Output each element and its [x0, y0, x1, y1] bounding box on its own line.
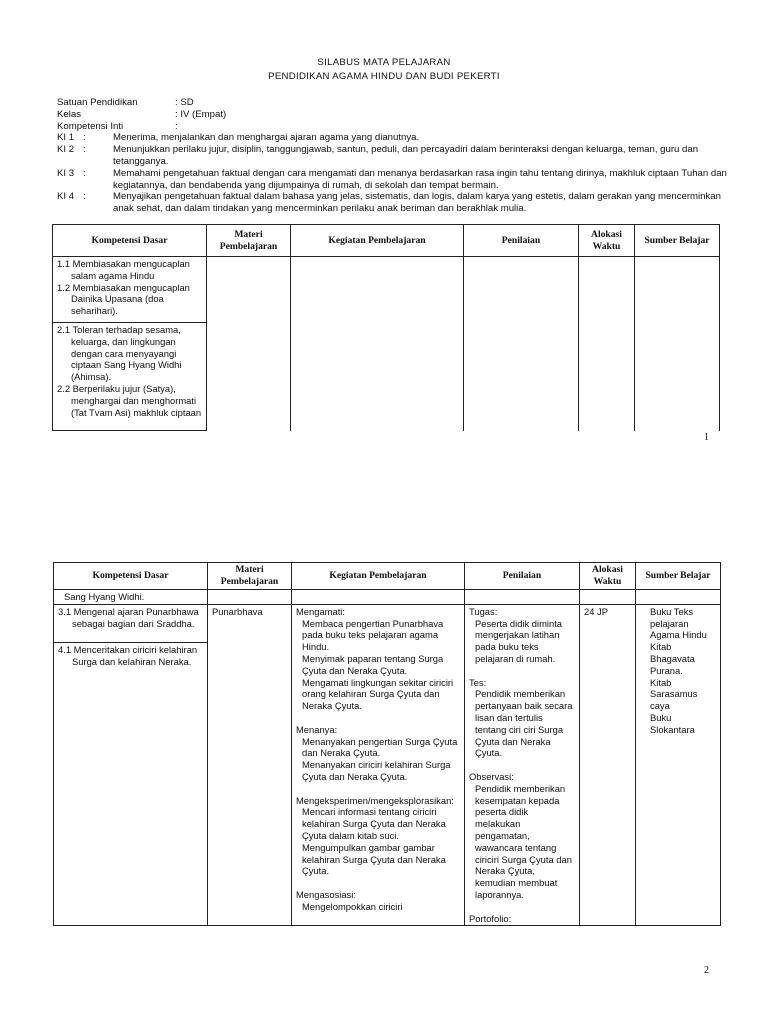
penilaian-heading: Tes:: [469, 676, 487, 688]
kd-item: 1.2 Membiasakan mengucaplan Dainika Upasana (doa seharihari).: [57, 281, 190, 317]
doc-title: SILABUS MATA PELAJARAN: [317, 57, 451, 68]
kegiatan-item: Menyimak paparan tentang Surga Çyuta dan Neraka Çyuta.: [302, 652, 444, 676]
kegiatan-item: Mengumpulkan gambar gambar kelahiran Surga Çyuta dan Neraka Çyuta.: [302, 841, 446, 877]
page-number: 1: [704, 432, 709, 443]
kd-cell: [54, 642, 208, 926]
syllabus-table-page1: [52, 224, 720, 431]
kegiatan-item: Membaca pengertian Punarbhava pada buku teks pelajaran agama Hindu.: [302, 617, 444, 653]
sumber-cell: [636, 604, 721, 926]
penilaian-heading: Portofolio:: [469, 912, 512, 924]
kegiatan-cell: [292, 604, 465, 926]
kegiatan-item: Menanyakan ciriciri kelahiran Surga Çyuta dan Neraka Çyuta.: [302, 759, 451, 782]
kd-item: 4.1 Menceritakan ciriciri kelahiran Surga dan kelahiran Neraka.: [58, 643, 198, 667]
kegiatan-heading: Mengeksperimen/mengeksplorasikan:: [296, 794, 454, 806]
kd-cell: [53, 257, 207, 323]
header-kd: Kompetensi Dasar: [54, 563, 208, 590]
kd-item: 3.1 Mengenal ajaran Punarbhawa sebagai bagian dari Sraddha.: [58, 605, 199, 629]
kegiatan-heading: Menanya:: [296, 723, 338, 735]
info-value: :: [175, 120, 178, 132]
ki-text: Menunjukkan perilaku jujur, disiplin, tanggungjawab, santun, peduli, dan percayadiri dalam berinteraksi dengan keluarga, teman, guru dan tetangganya.: [113, 144, 699, 167]
page-number: 2: [704, 965, 709, 976]
sumber-item: Buku Slokantara: [650, 711, 695, 735]
penilaian-text: Pendidik memberikan pertanyaan baik secara lisan dan tertulis tentang ciri ciri Surga Çyuta dan Neraka Çyuta.: [475, 688, 573, 759]
header-kegiatan: Kegiatan Pembelajaran: [291, 225, 464, 257]
info-label: Satuan Pendidikan: [57, 97, 138, 108]
kegiatan-heading: Mengamati:: [296, 605, 345, 617]
penilaian-text: Pendidik memberikan kesempatan kepada peserta didik melakukan pengamatan, wawancara tentang ciriciri Surga Çyuta dan Neraka Çyuta, kemudian membuat laporannya.: [475, 782, 572, 900]
kd-item: 2.2 Berperilaku jujur (Satya), menghargai dan menghormati (Tat Tvam Asi) makhluk ciptaan: [57, 382, 202, 418]
ki-code: KI 4: [57, 191, 75, 203]
penilaian-heading: Tugas:: [469, 605, 498, 617]
ki-text: Menyajikan pengetahuan faktual dalam bahasa yang jelas, sistematis, dan logis, dalam karya yang estetis, dalam gerakan yang mencerminkan anak sehat, dan dalam tindakan yang mencerminkan perilaku anak beriman dan berakhlak mulia.: [113, 191, 721, 215]
sumber-item: Kitab Bhagavata Purana.: [650, 641, 695, 676]
doc-subtitle: PENDIDIKAN AGAMA HINDU DAN BUDI PEKERTI: [268, 71, 500, 82]
header-alokasi: Alokasi Waktu: [579, 225, 635, 257]
header-penilaian: Penilaian: [465, 563, 580, 590]
header-materi: Materi Pembelajaran: [208, 563, 292, 590]
kegiatan-item: Menanyakan pengertian Surga Çyuta dan Neraka Çyuta.: [302, 735, 458, 759]
info-block: Satuan Pendidikan : SD Kelas : IV (Empat) Kompetensi Inti : KI 1 : Menerima, menjalankan dan menghargai ajaran agama yang dianutnya. KI 2 : Menunjukkan perilaku jujur, disiplin, tanggungjawab, santun, peduli, dan percayadiri dalam berinteraksi dengan keluarga, teman, guru dan tetangganya. KI 3 : Memahami pengetahuan faktual dengan cara mengamati dan menanya berdasarkan rasa ingin tahu tentang dirinya, makhluk ciptaan Tuhan dan kegiatannya, dan bendabenda yang dijumpainya di rumah, di sekolah dan tempat bermain. KI 4 : Menyajikan pengetahuan faktual dalam bahasa yang jelas, sistematis, dan logis, dalam karya yang estetis, dalam gerakan yang mencerminkan anak sehat, dan dalam tindakan yang mencerminkan perilaku anak beriman dan berakhlak mulia.: [57, 97, 727, 215]
kd-item: 2.1 Toleran terhadap sesama, keluarga, dan lingkungan dengan cara menyayangi ciptaan Sang Hyang Widhi (Ahimsa).: [57, 324, 182, 383]
penilaian-heading: Observasi:: [469, 770, 514, 782]
ki-text: Memahami pengetahuan faktual dengan cara mengamati dan menanya berdasarkan rasa ingin tahu tentang dirinya, makhluk ciptaan Tuhan dan kegiatannya, dan bendabenda yang dijumpainya di rumah, di sekolah dan tempat bermain.: [113, 167, 727, 191]
kegiatan-item: Mengamati lingkungan sekitar ciriciri orang kelahiran Surga Çyuta dan Neraka Çyuta.: [302, 676, 454, 712]
kegiatan-heading: Mengasosiasi:: [296, 888, 356, 900]
header-alokasi: Alokasi Waktu: [580, 563, 636, 590]
materi-cell: Punarbhava: [208, 604, 292, 926]
info-value: : SD: [175, 97, 194, 108]
syllabus-table-page2: [53, 562, 721, 926]
sumber-item: Buku Teks pelajaran Agama Hindu: [650, 605, 707, 641]
kd-item: 1.1 Membiasakan mengucaplan salam agama Hindu: [57, 258, 190, 281]
info-value: : IV (Empat): [175, 108, 227, 120]
kegiatan-item: Mencari informasi tentang ciriciri kelahiran Surga Çyuta dan Neraka Çyuta dalam kitab suci.: [302, 806, 446, 841]
kd-continued: Sang Hyang Widhi.: [54, 590, 208, 605]
ki-code: KI 3: [57, 167, 75, 179]
kd-cell: [54, 604, 208, 642]
header-kegiatan: Kegiatan Pembelajaran: [292, 563, 465, 590]
header-kd: Kompetensi Dasar: [53, 225, 207, 257]
kegiatan-item: Mengelompokkan ciriciri: [302, 900, 403, 912]
kd-cell: [53, 323, 207, 431]
ki-code: KI 2: [57, 144, 75, 156]
info-label: Kompetensi Inti: [57, 120, 124, 132]
header-materi: Materi Pembelajaran: [207, 225, 291, 257]
header-sumber: Sumber Belajar: [635, 225, 720, 257]
penilaian-text: Peserta didik diminta mengerjakan latihan pada buku teks pelajaran di rumah.: [475, 617, 563, 664]
penilaian-cell: [465, 604, 580, 926]
header-penilaian: Penilaian: [464, 225, 579, 257]
sumber-item: Kitab Sarasamus caya: [650, 676, 698, 712]
info-label: Kelas: [57, 108, 81, 120]
alokasi-cell: 24 JP: [580, 604, 636, 926]
ki-code: KI 1: [57, 132, 75, 144]
ki-text: Menerima, menjalankan dan menghargai ajaran agama yang dianutnya.: [113, 132, 420, 144]
header-sumber: Sumber Belajar: [636, 563, 721, 590]
